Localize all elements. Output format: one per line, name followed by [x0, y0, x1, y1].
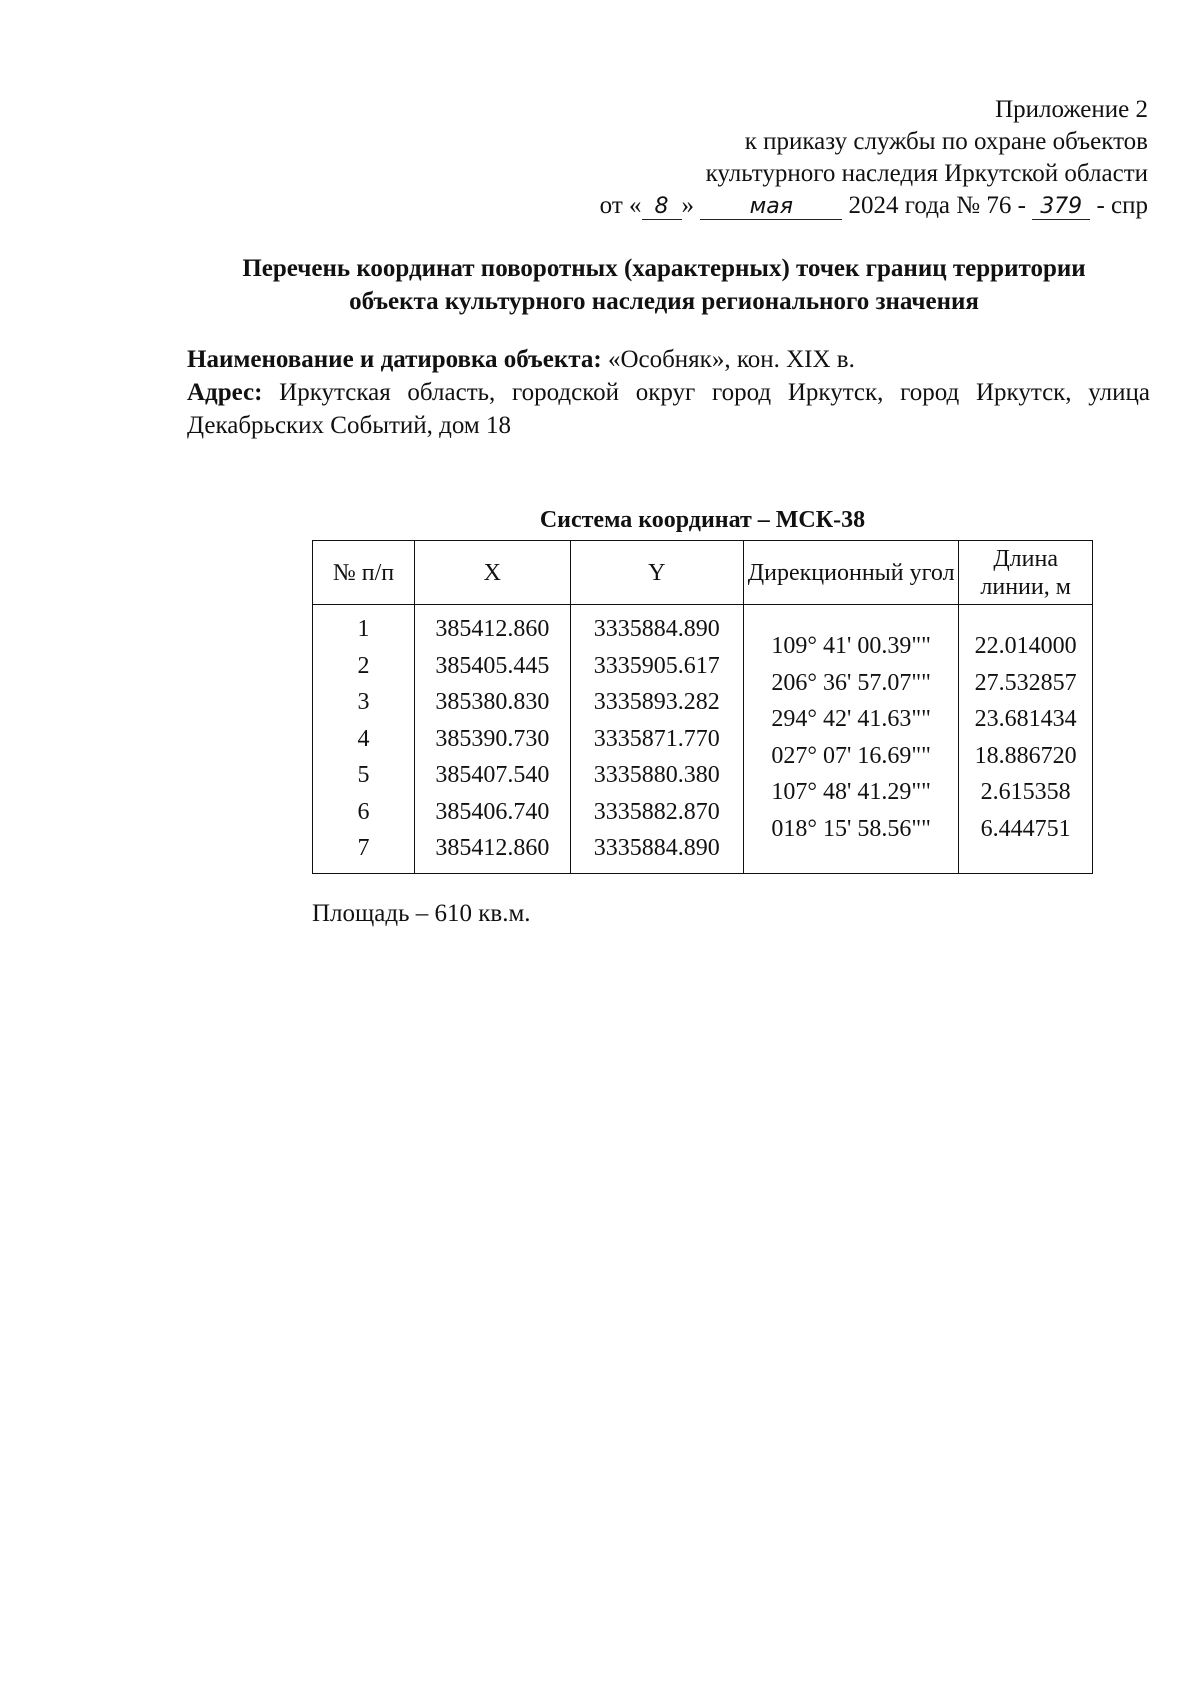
point-x: 385412.860: [435, 835, 550, 861]
column-angle: [744, 605, 959, 874]
segment-length: 23.681434: [974, 706, 1077, 732]
header-length: Длина линии, м: [959, 541, 1093, 605]
appendix-order-ref: к приказу службы по охране объектов: [744, 128, 1148, 155]
point-number: 2: [357, 652, 370, 679]
header-x: X: [415, 541, 571, 605]
appendix-authority: культурного наследия Иркутской области: [705, 160, 1148, 187]
appendix-date-line: [600, 190, 1148, 222]
point-number: 4: [357, 725, 370, 752]
point-number: 7: [357, 835, 370, 861]
object-address-value: Иркутская область, городской округ город Иркутск, город Иркутск, улица Декабрьских Событий, дом 18: [187, 379, 1151, 439]
point-x: 385406.740: [435, 798, 550, 825]
segment-length: 27.532857: [974, 669, 1077, 696]
table-body-row: [313, 605, 1093, 874]
date-year: 2024 года № 76 -: [848, 192, 1026, 219]
point-y: 3335880.380: [593, 762, 720, 788]
header-number: № п/п: [313, 541, 415, 605]
point-y: 3335893.282: [593, 689, 720, 715]
point-number: 1: [357, 616, 370, 642]
point-number: 3: [357, 689, 370, 715]
handwritten-order-number: 379: [1032, 195, 1090, 220]
header-angle: Дирекционный угол: [744, 541, 959, 605]
table-header-row: [313, 541, 1093, 605]
point-y: 3335884.890: [593, 616, 720, 642]
segment-angle: 206° 36' 57.07"": [771, 669, 931, 696]
object-address-row: [187, 376, 1150, 442]
object-name-row: [187, 343, 1150, 376]
date-mid: »: [681, 192, 695, 219]
point-x: 385412.860: [435, 616, 550, 642]
coordinate-system-caption: Система координат – МСК-38: [539, 507, 866, 533]
area-text: Площадь – 610 кв.м.: [312, 900, 531, 927]
object-name-label: Наименование и датировка объекта:: [187, 346, 602, 373]
segment-angle: 107° 48' 41.29"": [771, 779, 931, 805]
object-info: [187, 343, 1150, 442]
coordinates-table: [312, 540, 1093, 874]
point-x: 385390.730: [435, 725, 550, 752]
point-number: 6: [357, 798, 370, 825]
segment-angle: 027° 07' 16.69"": [771, 742, 931, 769]
handwritten-month: мая: [700, 195, 842, 220]
point-y: 3335905.617: [593, 652, 720, 679]
segment-angle: 109° 41' 00.39"": [771, 633, 931, 659]
point-y: 3335871.770: [593, 725, 720, 752]
point-x: 385405.445: [435, 652, 550, 679]
column-y: [570, 605, 743, 874]
segment-angle: 018° 15' 58.56"": [771, 815, 931, 842]
point-y: 3335882.870: [593, 798, 720, 825]
segment-length: 6.444751: [980, 815, 1071, 842]
segment-length: 22.014000: [974, 633, 1077, 659]
point-x: 385407.540: [435, 762, 550, 788]
object-address-label: Адрес:: [187, 379, 263, 406]
segment-length: 18.886720: [974, 742, 1077, 769]
column-x: [415, 605, 571, 874]
title-line-1: Перечень координат поворотных (характерных) точек границ территории: [242, 255, 1086, 282]
order-suffix: - спр: [1096, 192, 1148, 219]
date-prefix: от «: [599, 192, 642, 219]
appendix-number: Приложение 2: [995, 96, 1148, 123]
document-title: [180, 252, 1148, 318]
point-x: 385380.830: [435, 689, 550, 715]
appendix-header: [600, 94, 1148, 222]
column-length: [959, 605, 1093, 874]
header-y: Y: [570, 541, 743, 605]
title-line-2: объекта культурного наследия регионального значения: [349, 288, 979, 315]
point-y: 3335884.890: [593, 835, 720, 861]
segment-length: 2.615358: [980, 779, 1071, 805]
segment-angle: 294° 42' 41.63"": [771, 706, 931, 732]
object-name-value: «Особняк», кон. XIX в.: [607, 346, 855, 373]
point-number: 5: [357, 762, 370, 788]
column-number: [313, 605, 415, 874]
handwritten-day: 8: [642, 195, 682, 220]
